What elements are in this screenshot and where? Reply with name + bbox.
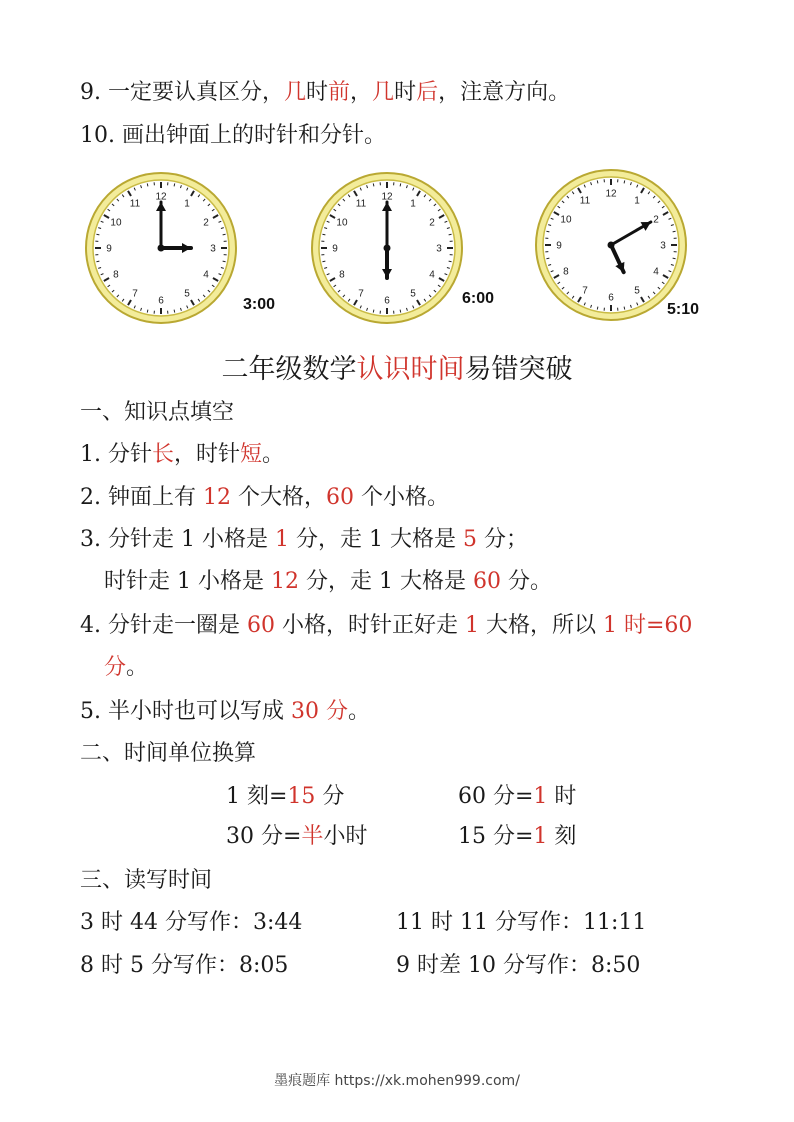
clock-number: 7 [132, 288, 138, 300]
question-5: 5. 半小时也可以写成 30 分。 [80, 699, 370, 724]
reading-4: 9 时差 10 分写作：8:50 [396, 953, 641, 978]
clock-number: 1 [184, 198, 190, 210]
clock-1 [81, 170, 241, 326]
clock-number: 5 [634, 285, 640, 297]
minute-tick [400, 183, 401, 186]
clock-number: 11 [579, 195, 591, 207]
clock-number: 4 [429, 269, 435, 281]
clock-number: 3 [660, 240, 666, 252]
clock-number: 11 [355, 198, 367, 210]
clock-center [158, 245, 165, 252]
clock-2-time-label: 6:00 [462, 290, 495, 307]
clock-1-time-label: 3:00 [243, 296, 276, 313]
question-4-line-2: 分。 [104, 655, 149, 680]
minute-tick [322, 261, 325, 262]
minute-tick [223, 234, 226, 235]
clock-number: 1 [410, 198, 416, 210]
minute-tick [624, 180, 625, 183]
clock-number: 1 [634, 195, 640, 207]
minute-tick [147, 310, 148, 313]
page-title: 二年级数学认识时间易错突破 [221, 354, 573, 385]
conversion-4: 15 分=1 刻 [458, 824, 577, 849]
conversion-2: 60 分=1 时 [458, 784, 577, 809]
minute-tick [546, 258, 549, 259]
clock-number: 9 [106, 243, 112, 255]
minute-tick [673, 231, 676, 232]
clock-number: 6 [608, 292, 614, 304]
question-4-line-1: 4. 分针走一圈是 60 小格，时针正好走 1 大格，所以 1 时=60 [80, 613, 693, 638]
minute-tick [449, 261, 452, 262]
clock-number: 8 [563, 266, 569, 278]
minute-tick [597, 180, 598, 183]
question-3-line-1: 3. 分针走 1 小格是 1 分，走 1 大格是 5 分； [80, 527, 528, 552]
clock-number: 6 [158, 295, 164, 307]
minute-tick [373, 310, 374, 313]
clock-number: 2 [653, 214, 659, 226]
clock-number: 10 [560, 214, 572, 226]
item-9: 9. 一定要认真区分，几时前，几时后，注意方向。 [80, 80, 571, 105]
minute-tick [174, 310, 175, 313]
minute-tick [96, 261, 99, 262]
clock-number: 10 [110, 217, 122, 229]
clock-number: 7 [582, 285, 588, 297]
clock-number: 6 [384, 295, 390, 307]
clock-number: 3 [436, 243, 442, 255]
minute-tick [449, 234, 452, 235]
clock-number: 4 [653, 266, 659, 278]
section-3-heading: 三、读写时间 [80, 868, 213, 893]
clock-center [384, 245, 391, 252]
footer-watermark: 墨痕题库 https://xk.mohen999.com/ [274, 1073, 520, 1089]
section-1-heading: 一、知识点填空 [80, 400, 235, 425]
clock-number: 8 [113, 269, 119, 281]
clock-3 [531, 167, 691, 323]
clock-number: 10 [336, 217, 348, 229]
conversion-1: 1 刻=15 分 [226, 784, 345, 809]
clock-number: 5 [410, 288, 416, 300]
reading-2: 11 时 11 分写作：11:11 [396, 910, 647, 935]
minute-tick [322, 234, 325, 235]
minute-tick [597, 307, 598, 310]
clock-number: 9 [332, 243, 338, 255]
minute-tick [147, 183, 148, 186]
clock-center [608, 242, 615, 249]
clock-number: 7 [358, 288, 364, 300]
conversion-3: 30 分=半小时 [226, 824, 368, 849]
minute-tick [223, 261, 226, 262]
minute-tick [673, 258, 676, 259]
section-2-heading: 二、时间单位换算 [80, 741, 257, 766]
reading-1: 3 时 44 分写作：3:44 [80, 910, 303, 935]
question-1: 1. 分针长，时针短。 [80, 442, 285, 467]
item-10: 10. 画出钟面上的时针和分针。 [80, 123, 386, 148]
clock-number: 4 [203, 269, 209, 281]
question-2: 2. 钟面上有 12 个大格，60 个小格。 [80, 485, 449, 510]
minute-tick [400, 310, 401, 313]
minute-tick [373, 183, 374, 186]
clock-number: 5 [184, 288, 190, 300]
reading-3: 8 时 5 分写作：8:05 [80, 953, 289, 978]
clock-number: 12 [605, 188, 617, 200]
minute-tick [624, 307, 625, 310]
clock-number: 12 [155, 191, 167, 203]
clock-3-time-label: 5:10 [667, 301, 700, 318]
clock-number: 2 [429, 217, 435, 229]
minute-tick [174, 183, 175, 186]
clock-number: 12 [381, 191, 393, 203]
clock-number: 11 [129, 198, 141, 210]
clock-number: 9 [556, 240, 562, 252]
clock-2 [307, 170, 467, 326]
clock-number: 2 [203, 217, 209, 229]
minute-tick [96, 234, 99, 235]
minute-tick [546, 231, 549, 232]
clock-number: 8 [339, 269, 345, 281]
question-3-line-2: 时针走 1 小格是 12 分，走 1 大格是 60 分。 [104, 569, 552, 594]
clock-number: 3 [210, 243, 216, 255]
